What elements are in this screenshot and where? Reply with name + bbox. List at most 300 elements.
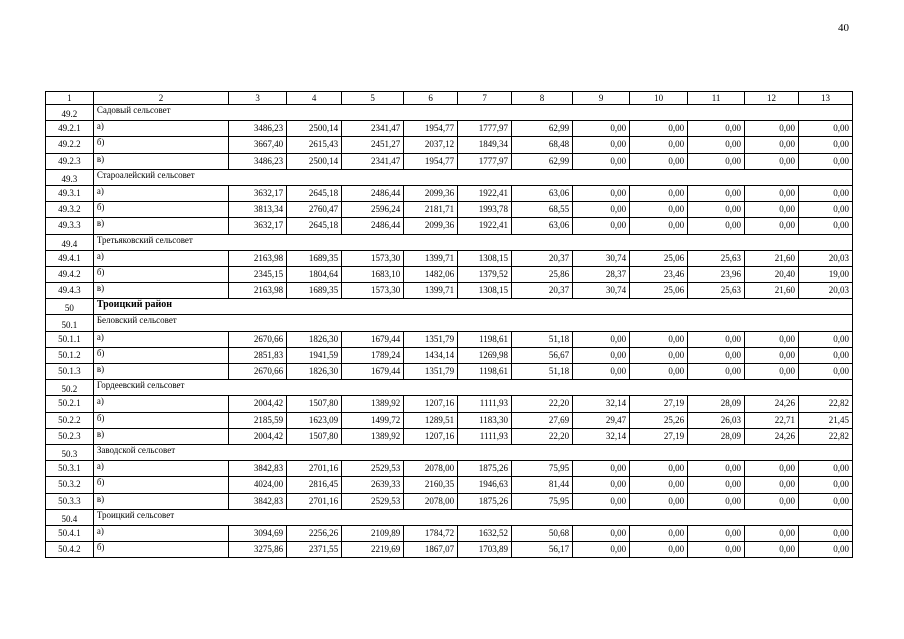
row-code: 50.3.3 xyxy=(46,493,94,509)
value-cell: 1689,35 xyxy=(287,250,342,266)
value-cell: 4024,00 xyxy=(229,477,287,493)
value-cell: 68,55 xyxy=(512,202,573,218)
value-cell: 0,00 xyxy=(630,121,688,137)
value-cell: 0,00 xyxy=(573,202,630,218)
column-header: 7 xyxy=(458,92,512,105)
row-label: а) xyxy=(93,396,228,412)
value-cell: 1308,15 xyxy=(458,283,512,299)
page-number: 40 xyxy=(838,22,849,34)
value-cell: 0,00 xyxy=(745,525,799,541)
value-cell: 2816,45 xyxy=(287,477,342,493)
value-cell: 1679,44 xyxy=(342,364,404,380)
value-cell: 25,06 xyxy=(630,283,688,299)
value-cell: 1482,06 xyxy=(404,266,458,282)
value-cell: 20,37 xyxy=(512,250,573,266)
value-cell: 0,00 xyxy=(745,477,799,493)
value-cell: 0,00 xyxy=(798,477,852,493)
row-code: 49.4.1 xyxy=(46,250,94,266)
section-title: Гордеевский сельсовет xyxy=(93,380,852,396)
value-cell: 1777,97 xyxy=(458,153,512,169)
value-cell: 0,00 xyxy=(745,218,799,234)
value-cell: 62,99 xyxy=(512,121,573,137)
value-cell: 1789,24 xyxy=(342,347,404,363)
value-cell: 1946,63 xyxy=(458,477,512,493)
column-header: 10 xyxy=(630,92,688,105)
value-cell: 3842,83 xyxy=(229,493,287,509)
value-cell: 32,14 xyxy=(573,428,630,444)
value-cell: 0,00 xyxy=(745,493,799,509)
value-cell: 0,00 xyxy=(798,461,852,477)
column-header: 3 xyxy=(229,92,287,105)
value-cell: 20,03 xyxy=(798,283,852,299)
value-cell: 22,20 xyxy=(512,428,573,444)
value-cell: 62,99 xyxy=(512,153,573,169)
value-cell: 2160,35 xyxy=(404,477,458,493)
district-title: Троицкий район xyxy=(93,299,852,315)
value-cell: 25,63 xyxy=(688,250,745,266)
value-cell: 2615,43 xyxy=(287,137,342,153)
column-header: 6 xyxy=(404,92,458,105)
value-cell: 19,00 xyxy=(798,266,852,282)
value-cell: 27,19 xyxy=(630,396,688,412)
value-cell: 0,00 xyxy=(630,347,688,363)
value-cell: 0,00 xyxy=(798,493,852,509)
row-code: 50.4.2 xyxy=(46,542,94,558)
value-cell: 0,00 xyxy=(688,185,745,201)
table-row xyxy=(46,185,853,201)
section-title: Троицкий сельсовет xyxy=(93,509,852,525)
value-cell: 1867,07 xyxy=(404,542,458,558)
value-cell: 0,00 xyxy=(573,153,630,169)
value-cell: 20,37 xyxy=(512,283,573,299)
value-cell: 1623,09 xyxy=(287,412,342,428)
value-cell: 1875,26 xyxy=(458,493,512,509)
value-cell: 2163,98 xyxy=(229,283,287,299)
value-cell: 0,00 xyxy=(630,461,688,477)
value-cell: 2645,18 xyxy=(287,185,342,201)
value-cell: 1849,34 xyxy=(458,137,512,153)
value-cell: 51,18 xyxy=(512,364,573,380)
value-cell: 0,00 xyxy=(745,542,799,558)
value-cell: 0,00 xyxy=(688,218,745,234)
value-cell: 1499,72 xyxy=(342,412,404,428)
row-label: б) xyxy=(93,477,228,493)
value-cell: 0,00 xyxy=(688,542,745,558)
value-cell: 3486,23 xyxy=(229,153,287,169)
value-cell: 0,00 xyxy=(630,525,688,541)
value-cell: 0,00 xyxy=(573,477,630,493)
section-title: Заводской сельсовет xyxy=(93,444,852,460)
value-cell: 0,00 xyxy=(798,137,852,153)
value-cell: 0,00 xyxy=(798,185,852,201)
value-cell: 0,00 xyxy=(688,477,745,493)
value-cell: 0,00 xyxy=(798,202,852,218)
value-cell: 0,00 xyxy=(688,121,745,137)
value-cell: 30,74 xyxy=(573,283,630,299)
table-row xyxy=(46,364,853,380)
value-cell: 2486,44 xyxy=(342,185,404,201)
value-cell: 2486,44 xyxy=(342,218,404,234)
column-header: 9 xyxy=(573,92,630,105)
value-cell: 2004,42 xyxy=(229,428,287,444)
value-cell: 1399,71 xyxy=(404,283,458,299)
value-cell: 2256,26 xyxy=(287,525,342,541)
value-cell: 2371,55 xyxy=(287,542,342,558)
value-cell: 1434,14 xyxy=(404,347,458,363)
value-cell: 1703,89 xyxy=(458,542,512,558)
row-label: б) xyxy=(93,542,228,558)
table-row xyxy=(46,137,853,153)
value-cell: 1573,30 xyxy=(342,250,404,266)
section-title: Третьяковский сельсовет xyxy=(93,234,852,250)
row-code: 50.2.3 xyxy=(46,428,94,444)
district-row xyxy=(46,299,853,315)
value-cell: 2645,18 xyxy=(287,218,342,234)
value-cell: 21,60 xyxy=(745,250,799,266)
value-cell: 32,14 xyxy=(573,396,630,412)
row-code: 50.2.2 xyxy=(46,412,94,428)
value-cell: 0,00 xyxy=(745,137,799,153)
row-label: в) xyxy=(93,218,228,234)
value-cell: 3632,17 xyxy=(229,218,287,234)
value-cell: 2341,47 xyxy=(342,153,404,169)
column-header: 4 xyxy=(287,92,342,105)
row-label: а) xyxy=(93,461,228,477)
row-code: 49.2 xyxy=(46,105,94,121)
value-cell: 3842,83 xyxy=(229,461,287,477)
row-label: а) xyxy=(93,121,228,137)
table-body xyxy=(46,92,853,558)
value-cell: 0,00 xyxy=(745,121,799,137)
value-cell: 2500,14 xyxy=(287,153,342,169)
table-row xyxy=(46,121,853,137)
value-cell: 22,71 xyxy=(745,412,799,428)
value-cell: 21,45 xyxy=(798,412,852,428)
value-cell: 3275,86 xyxy=(229,542,287,558)
table-row xyxy=(46,396,853,412)
column-header: 8 xyxy=(512,92,573,105)
value-cell: 0,00 xyxy=(573,347,630,363)
row-label: б) xyxy=(93,347,228,363)
value-cell: 0,00 xyxy=(630,331,688,347)
value-cell: 1351,79 xyxy=(404,364,458,380)
value-cell: 25,63 xyxy=(688,283,745,299)
value-cell: 0,00 xyxy=(798,121,852,137)
value-cell: 1679,44 xyxy=(342,331,404,347)
header-row xyxy=(46,92,853,105)
row-code: 50.1 xyxy=(46,315,94,331)
value-cell: 1269,98 xyxy=(458,347,512,363)
value-cell: 0,00 xyxy=(798,218,852,234)
column-header: 2 xyxy=(93,92,228,105)
value-cell: 3632,17 xyxy=(229,185,287,201)
value-cell: 1389,92 xyxy=(342,396,404,412)
value-cell: 25,06 xyxy=(630,250,688,266)
value-cell: 2163,98 xyxy=(229,250,287,266)
value-cell: 21,60 xyxy=(745,283,799,299)
row-label: б) xyxy=(93,137,228,153)
value-cell: 0,00 xyxy=(745,364,799,380)
value-cell: 1111,93 xyxy=(458,396,512,412)
table-row xyxy=(46,283,853,299)
value-cell: 28,09 xyxy=(688,396,745,412)
value-cell: 0,00 xyxy=(745,185,799,201)
value-cell: 81,44 xyxy=(512,477,573,493)
value-cell: 0,00 xyxy=(745,202,799,218)
value-cell: 1207,16 xyxy=(404,396,458,412)
value-cell: 25,26 xyxy=(630,412,688,428)
value-cell: 0,00 xyxy=(573,525,630,541)
value-cell: 0,00 xyxy=(630,364,688,380)
value-cell: 0,00 xyxy=(688,461,745,477)
value-cell: 0,00 xyxy=(573,121,630,137)
column-header: 12 xyxy=(745,92,799,105)
value-cell: 30,74 xyxy=(573,250,630,266)
table-row xyxy=(46,477,853,493)
value-cell: 68,48 xyxy=(512,137,573,153)
value-cell: 0,00 xyxy=(688,525,745,541)
section-row xyxy=(46,234,853,250)
value-cell: 0,00 xyxy=(573,493,630,509)
value-cell: 1198,61 xyxy=(458,364,512,380)
value-cell: 2078,00 xyxy=(404,493,458,509)
value-cell: 22,20 xyxy=(512,396,573,412)
table-row xyxy=(46,331,853,347)
value-cell: 1351,79 xyxy=(404,331,458,347)
value-cell: 22,82 xyxy=(798,428,852,444)
value-cell: 1399,71 xyxy=(404,250,458,266)
value-cell: 1826,30 xyxy=(287,364,342,380)
section-title: Староалейский сельсовет xyxy=(93,169,852,185)
value-cell: 0,00 xyxy=(688,331,745,347)
row-code: 49.4.2 xyxy=(46,266,94,282)
value-cell: 0,00 xyxy=(573,364,630,380)
value-cell: 1573,30 xyxy=(342,283,404,299)
value-cell: 1183,30 xyxy=(458,412,512,428)
value-cell: 3486,23 xyxy=(229,121,287,137)
value-cell: 2099,36 xyxy=(404,185,458,201)
value-cell: 24,26 xyxy=(745,396,799,412)
row-label: в) xyxy=(93,283,228,299)
value-cell: 1875,26 xyxy=(458,461,512,477)
value-cell: 0,00 xyxy=(745,153,799,169)
value-cell: 2851,83 xyxy=(229,347,287,363)
column-header: 13 xyxy=(798,92,852,105)
value-cell: 0,00 xyxy=(630,137,688,153)
row-code: 49.2.3 xyxy=(46,153,94,169)
value-cell: 2760,47 xyxy=(287,202,342,218)
value-cell: 1379,52 xyxy=(458,266,512,282)
value-cell: 2670,66 xyxy=(229,364,287,380)
value-cell: 63,06 xyxy=(512,218,573,234)
row-code: 49.3.2 xyxy=(46,202,94,218)
value-cell: 29,47 xyxy=(573,412,630,428)
value-cell: 2185,59 xyxy=(229,412,287,428)
row-code: 49.3.3 xyxy=(46,218,94,234)
value-cell: 2639,33 xyxy=(342,477,404,493)
table-row xyxy=(46,202,853,218)
row-code: 49.3 xyxy=(46,169,94,185)
value-cell: 2004,42 xyxy=(229,396,287,412)
value-cell: 2529,53 xyxy=(342,493,404,509)
row-code: 49.4 xyxy=(46,234,94,250)
value-cell: 1777,97 xyxy=(458,121,512,137)
value-cell: 1683,10 xyxy=(342,266,404,282)
table-row xyxy=(46,153,853,169)
row-code: 49.2.2 xyxy=(46,137,94,153)
value-cell: 1826,30 xyxy=(287,331,342,347)
value-cell: 2037,12 xyxy=(404,137,458,153)
table-row xyxy=(46,428,853,444)
value-cell: 2181,71 xyxy=(404,202,458,218)
value-cell: 0,00 xyxy=(798,542,852,558)
table-row xyxy=(46,493,853,509)
row-code: 50.2.1 xyxy=(46,396,94,412)
row-code: 50.3.2 xyxy=(46,477,94,493)
row-code: 50.1.3 xyxy=(46,364,94,380)
value-cell: 1308,15 xyxy=(458,250,512,266)
value-cell: 1954,77 xyxy=(404,121,458,137)
value-cell: 1111,93 xyxy=(458,428,512,444)
value-cell: 1198,61 xyxy=(458,331,512,347)
row-label: в) xyxy=(93,364,228,380)
value-cell: 22,82 xyxy=(798,396,852,412)
row-code: 50.4.1 xyxy=(46,525,94,541)
row-label: б) xyxy=(93,202,228,218)
value-cell: 1689,35 xyxy=(287,283,342,299)
value-cell: 0,00 xyxy=(688,153,745,169)
value-cell: 0,00 xyxy=(630,218,688,234)
value-cell: 2451,27 xyxy=(342,137,404,153)
value-cell: 24,26 xyxy=(745,428,799,444)
value-cell: 0,00 xyxy=(688,493,745,509)
value-cell: 51,18 xyxy=(512,331,573,347)
value-cell: 0,00 xyxy=(688,137,745,153)
section-row xyxy=(46,169,853,185)
row-code: 49.3.1 xyxy=(46,185,94,201)
table-row xyxy=(46,542,853,558)
value-cell: 56,17 xyxy=(512,542,573,558)
table-row xyxy=(46,461,853,477)
value-cell: 2670,66 xyxy=(229,331,287,347)
row-label: а) xyxy=(93,185,228,201)
value-cell: 0,00 xyxy=(688,347,745,363)
value-cell: 2701,16 xyxy=(287,461,342,477)
section-row xyxy=(46,444,853,460)
value-cell: 0,00 xyxy=(798,331,852,347)
value-cell: 56,67 xyxy=(512,347,573,363)
section-row xyxy=(46,315,853,331)
column-header: 5 xyxy=(342,92,404,105)
value-cell: 0,00 xyxy=(630,185,688,201)
value-cell: 25,86 xyxy=(512,266,573,282)
value-cell: 0,00 xyxy=(573,218,630,234)
value-cell: 0,00 xyxy=(745,347,799,363)
value-cell: 2078,00 xyxy=(404,461,458,477)
section-row xyxy=(46,105,853,121)
value-cell: 20,03 xyxy=(798,250,852,266)
row-code: 50.2 xyxy=(46,380,94,396)
value-cell: 63,06 xyxy=(512,185,573,201)
row-label: б) xyxy=(93,266,228,282)
value-cell: 1207,16 xyxy=(404,428,458,444)
value-cell: 1954,77 xyxy=(404,153,458,169)
table-row xyxy=(46,266,853,282)
table-row xyxy=(46,250,853,266)
table-row xyxy=(46,347,853,363)
row-label: б) xyxy=(93,412,228,428)
value-cell: 1507,80 xyxy=(287,396,342,412)
value-cell: 0,00 xyxy=(630,477,688,493)
column-header: 1 xyxy=(46,92,94,105)
value-cell: 0,00 xyxy=(573,331,630,347)
row-label: в) xyxy=(93,153,228,169)
value-cell: 20,40 xyxy=(745,266,799,282)
row-label: а) xyxy=(93,331,228,347)
column-header: 11 xyxy=(688,92,745,105)
value-cell: 1784,72 xyxy=(404,525,458,541)
value-cell: 0,00 xyxy=(573,185,630,201)
value-cell: 1804,64 xyxy=(287,266,342,282)
value-cell: 2219,69 xyxy=(342,542,404,558)
value-cell: 28,09 xyxy=(688,428,745,444)
value-cell: 0,00 xyxy=(798,153,852,169)
row-code: 49.2.1 xyxy=(46,121,94,137)
value-cell: 0,00 xyxy=(573,542,630,558)
value-cell: 26,03 xyxy=(688,412,745,428)
value-cell: 1922,41 xyxy=(458,218,512,234)
value-cell: 28,37 xyxy=(573,266,630,282)
value-cell: 0,00 xyxy=(630,542,688,558)
row-label: в) xyxy=(93,428,228,444)
value-cell: 2109,89 xyxy=(342,525,404,541)
table-row xyxy=(46,218,853,234)
row-code: 50.1.1 xyxy=(46,331,94,347)
value-cell: 1993,78 xyxy=(458,202,512,218)
value-cell: 23,96 xyxy=(688,266,745,282)
row-code: 50.3.1 xyxy=(46,461,94,477)
row-code: 50.4 xyxy=(46,509,94,525)
value-cell: 0,00 xyxy=(573,137,630,153)
value-cell: 0,00 xyxy=(745,331,799,347)
value-cell: 2500,14 xyxy=(287,121,342,137)
value-cell: 0,00 xyxy=(798,525,852,541)
row-label: а) xyxy=(93,250,228,266)
value-cell: 0,00 xyxy=(630,493,688,509)
value-cell: 1922,41 xyxy=(458,185,512,201)
value-cell: 1389,92 xyxy=(342,428,404,444)
section-row xyxy=(46,380,853,396)
value-cell: 3094,69 xyxy=(229,525,287,541)
value-cell: 23,46 xyxy=(630,266,688,282)
value-cell: 0,00 xyxy=(630,202,688,218)
value-cell: 0,00 xyxy=(688,202,745,218)
value-cell: 0,00 xyxy=(798,364,852,380)
data-table xyxy=(45,91,853,558)
value-cell: 1289,51 xyxy=(404,412,458,428)
value-cell: 2596,24 xyxy=(342,202,404,218)
value-cell: 0,00 xyxy=(798,347,852,363)
section-row xyxy=(46,509,853,525)
value-cell: 2345,15 xyxy=(229,266,287,282)
value-cell: 3813,34 xyxy=(229,202,287,218)
value-cell: 0,00 xyxy=(573,461,630,477)
value-cell: 1632,52 xyxy=(458,525,512,541)
section-title: Садовый сельсовет xyxy=(93,105,852,121)
value-cell: 1507,80 xyxy=(287,428,342,444)
value-cell: 50,68 xyxy=(512,525,573,541)
row-code: 50 xyxy=(46,299,94,315)
